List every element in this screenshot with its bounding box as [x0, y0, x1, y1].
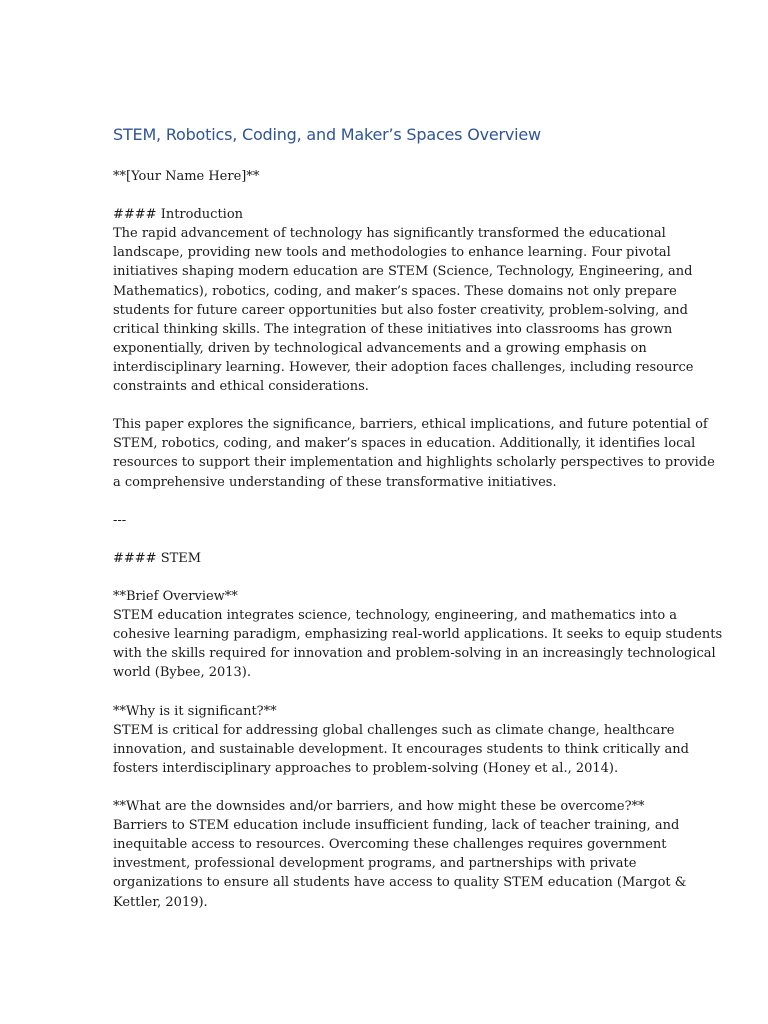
- section-separator: ---: [113, 512, 127, 528]
- intro-p1-line: exponentially, driven by technological advancements and a growing emphasis on: [113, 340, 647, 356]
- author-placeholder: **[Your Name Here]**: [113, 169, 260, 184]
- intro-p1-line: critical thinking skills. The integration of these initiatives into classrooms has grown: [113, 321, 673, 337]
- stem-barriers-line: Kettler, 2019).: [113, 894, 208, 910]
- stem-barriers-line: Barriers to STEM education include insufficient funding, lack of teacher training, and: [113, 818, 680, 834]
- intro-p2-line: STEM, robotics, coding, and maker’s spaces in education. Additionally, it identifies local: [113, 436, 696, 452]
- intro-paragraph-2: [113, 415, 715, 491]
- intro-p1-line: initiatives shaping modern education are STEM (Science, Technology, Engineering, and: [113, 264, 693, 280]
- stem-barriers-label: **What are the downsides and/or barriers, and how might these be overcome?**: [113, 799, 645, 815]
- intro-p1-line: Mathematics), robotics, coding, and maker’s spaces. These domains not only prepare: [113, 283, 677, 299]
- stem-significance: [113, 702, 689, 778]
- document-title: STEM, Robotics, Coding, and Maker’s Spaces Overview: [113, 125, 541, 144]
- stem-significance-line: STEM is critical for addressing global challenges such as climate change, healthcare: [113, 722, 675, 738]
- stem-overview-line: with the skills required for innovation and problem-solving in an increasingly technological: [113, 646, 716, 662]
- intro-section: [113, 205, 694, 396]
- stem-significance-line: fosters interdisciplinary approaches to problem-solving (Honey et al., 2014).: [113, 760, 619, 776]
- stem-barriers: [113, 797, 687, 912]
- intro-heading: #### Introduction: [113, 207, 244, 223]
- stem-significance-line: innovation, and sustainable development. It encourages students to think critically and: [113, 741, 689, 757]
- intro-p2-line: a comprehensive understanding of these transformative initiatives.: [113, 474, 557, 490]
- intro-p1-line: constraints and ethical considerations.: [113, 379, 369, 395]
- document-body: [113, 124, 723, 931]
- stem-heading: #### STEM: [113, 550, 202, 566]
- intro-p2-line: This paper explores the significance, barriers, ethical implications, and future potential of: [113, 417, 708, 433]
- intro-p1-line: students for future career opportunities but also foster creativity, problem-solving, and: [113, 302, 688, 318]
- stem-barriers-line: inequitable access to resources. Overcoming these challenges requires government: [113, 837, 667, 853]
- stem-barriers-line: organizations to ensure all students have access to quality STEM education (Margot &: [113, 875, 687, 891]
- stem-overview-line: STEM education integrates science, technology, engineering, and mathematics into a: [113, 608, 678, 624]
- intro-p1-line: landscape, providing new tools and methodologies to enhance learning. Four pivotal: [113, 245, 671, 261]
- stem-overview-line: cohesive learning paradigm, emphasizing real-world applications. It seeks to equip students: [113, 627, 723, 643]
- stem-overview-label: **Brief Overview**: [113, 589, 238, 605]
- intro-p1-line: interdisciplinary learning. However, their adoption faces challenges, including resource: [113, 359, 694, 375]
- intro-p1-line: The rapid advancement of technology has significantly transformed the educational: [113, 226, 666, 242]
- stem-overview: [113, 587, 723, 682]
- intro-p2-line: resources to support their implementation and highlights scholarly perspectives to provide: [113, 455, 715, 471]
- stem-overview-line: world (Bybee, 2013).: [113, 665, 252, 681]
- stem-barriers-line: investment, professional development programs, and partnerships with private: [113, 856, 637, 872]
- stem-significance-label: **Why is it significant?**: [113, 703, 277, 719]
